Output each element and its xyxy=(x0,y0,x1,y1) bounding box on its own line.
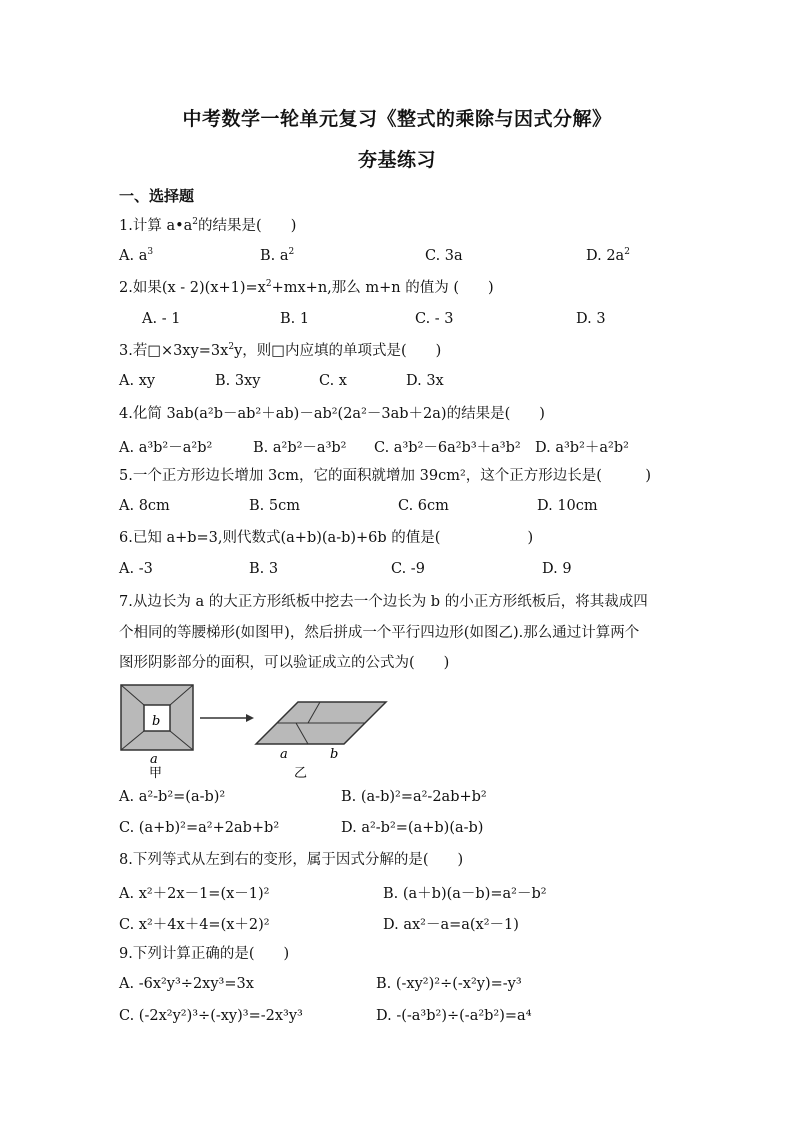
q8-option-d: D. ax²－a=a(x²－1) xyxy=(383,917,519,933)
q6-option-b: B. 3 xyxy=(249,561,279,577)
figure-label-yi: 乙 xyxy=(294,766,308,780)
q3-stem-part: y，则□内应填的单项式是( ) xyxy=(234,343,442,359)
q3-option-b: B. 3xy xyxy=(215,373,261,389)
q9-option-a: A. -6x²y³÷2xy³=3x xyxy=(119,976,254,992)
q3-stem-part: 3.若□×3xy=3x xyxy=(119,343,229,359)
q6-option-d: D. 9 xyxy=(542,561,572,577)
q5-option-a: A. 8cm xyxy=(119,498,170,514)
question-3-stem xyxy=(119,342,441,360)
question-4-options xyxy=(119,436,679,454)
q9-option-b: B. (-xy²)²÷(-x²y)=-y³ xyxy=(376,976,522,992)
q1-stem-sup: 2 xyxy=(192,217,199,228)
q5-option-d: D. 10cm xyxy=(537,498,598,514)
question-9-options-row-2 xyxy=(119,1008,679,1026)
q1-option-b-sup: 2 xyxy=(288,247,295,258)
question-7-line-2: 个相同的等腰梯形(如图甲)，然后拼成一个平行四边形(如图乙).那么通过计算两个 xyxy=(119,625,640,641)
document-subtitle: 夯基练习 xyxy=(357,149,436,171)
question-1-stem xyxy=(119,217,296,235)
question-7-options-row-2 xyxy=(119,820,679,838)
question-7-options-row-1 xyxy=(119,789,679,807)
question-4-stem: 4.化简 3ab(a²b－ab²＋ab)－ab²(2a²－3ab＋2a)的结果是( ) xyxy=(119,406,545,422)
q3-stem-sup: 2 xyxy=(228,342,235,353)
question-7-line-1: 7.从边长为 a 的大正方形纸板中挖去一个边长为 b 的小正方形纸板后，将其裁成四 xyxy=(119,594,648,610)
question-7-figure xyxy=(118,680,390,780)
q4-option-c: C. a³b²－6a²b³＋a³b² xyxy=(374,440,521,456)
question-9-options-row-1 xyxy=(119,976,679,994)
arrow-head xyxy=(246,714,254,722)
figure-label-jia: 甲 xyxy=(149,766,163,780)
q4-option-a: A. a³b²－a²b² xyxy=(119,440,213,456)
question-6-options xyxy=(119,561,679,579)
question-5-options xyxy=(119,498,679,516)
q1-stem-part: 1.计算 a•a xyxy=(119,218,193,234)
q4-option-b: B. a²b²－a³b² xyxy=(253,440,347,456)
q1-option-a xyxy=(119,248,153,264)
q7-option-c: C. (a+b)²=a²+2ab+b² xyxy=(119,820,280,836)
question-7-line-3: 图形阴影部分的面积，可以验证成立的公式为( ) xyxy=(119,655,450,671)
figure-label-a: a xyxy=(150,752,158,767)
figure-label-b: b xyxy=(152,714,161,729)
figure-jia xyxy=(121,685,193,780)
question-9-stem: 9.下列计算正确的是( ) xyxy=(119,946,290,962)
q1-option-b-text: B. a xyxy=(260,248,289,264)
question-5-stem: 5.一个正方形边长增加 3cm，它的面积就增加 39cm²，这个正方形边长是( ) xyxy=(119,468,652,484)
q7-option-b: B. (a-b)²=a²-2ab+b² xyxy=(341,789,487,805)
q7-option-a: A. a²-b²=(a-b)² xyxy=(119,789,226,805)
document-title: 中考数学一轮单元复习《整式的乘除与因式分解》 xyxy=(182,108,612,130)
q1-option-c: C. 3a xyxy=(425,248,463,264)
question-8-stem: 8.下列等式从左到右的变形，属于因式分解的是( ) xyxy=(119,852,464,868)
q1-option-d-text: D. 2a xyxy=(586,248,625,264)
q2-option-c: C. - 3 xyxy=(415,311,454,327)
q9-option-d: D. -(-a³b²)÷(-a²b²)=a⁴ xyxy=(376,1008,532,1024)
q8-option-b: B. (a＋b)(a－b)=a²－b² xyxy=(383,886,547,902)
question-8-options-row-2 xyxy=(119,913,679,931)
q8-option-c: C. x²＋4x＋4=(x＋2)² xyxy=(119,917,270,933)
q1-option-a-text: A. a xyxy=(119,248,148,264)
q4-option-d: D. a³b²＋a²b² xyxy=(535,440,629,456)
figure-yi xyxy=(256,702,386,780)
q9-option-c: C. (-2x²y²)³÷(-xy)³=-2x³y³ xyxy=(119,1008,303,1024)
arrow-icon xyxy=(200,714,254,722)
question-3-options xyxy=(119,373,679,391)
q5-option-b: B. 5cm xyxy=(249,498,300,514)
q1-stem-part: 的结果是( ) xyxy=(198,218,297,234)
question-6-stem: 6.已知 a+b=3,则代数式(a+b)(a-b)+6b 的值是( ) xyxy=(119,530,534,546)
q6-option-a: A. -3 xyxy=(119,561,153,577)
q5-option-c: C. 6cm xyxy=(398,498,449,514)
section-heading: 一、选择题 xyxy=(119,187,195,205)
question-2-options xyxy=(119,311,679,329)
figure-label-b2: b xyxy=(330,747,339,762)
q3-option-a: A. xy xyxy=(119,373,156,389)
q7-option-d: D. a²-b²=(a+b)(a-b) xyxy=(341,820,484,836)
q2-stem-part: 2.如果(x - 2)(x+1)=x xyxy=(119,280,266,296)
q2-option-d: D. 3 xyxy=(576,311,606,327)
q2-option-a: A. - 1 xyxy=(142,311,181,327)
q1-option-b xyxy=(260,248,294,264)
q1-option-a-sup: 3 xyxy=(147,247,154,258)
figure-label-a2: a xyxy=(280,747,288,762)
question-1-options xyxy=(119,248,679,266)
question-8-options-row-1 xyxy=(119,882,679,900)
q2-stem-part: +mx+n,那么 m+n 的值为 ( ) xyxy=(271,280,494,296)
q8-option-a: A. x²＋2x－1=(x－1)² xyxy=(119,886,270,902)
q1-option-d-sup: 2 xyxy=(624,247,630,258)
q6-option-c: C. -9 xyxy=(391,561,425,577)
q2-option-b: B. 1 xyxy=(280,311,310,327)
q3-option-d: D. 3x xyxy=(406,373,444,389)
q3-option-c: C. x xyxy=(319,373,347,389)
q2-stem-sup: 2 xyxy=(265,279,272,290)
q1-option-d xyxy=(586,248,630,264)
question-2-stem xyxy=(119,279,494,297)
